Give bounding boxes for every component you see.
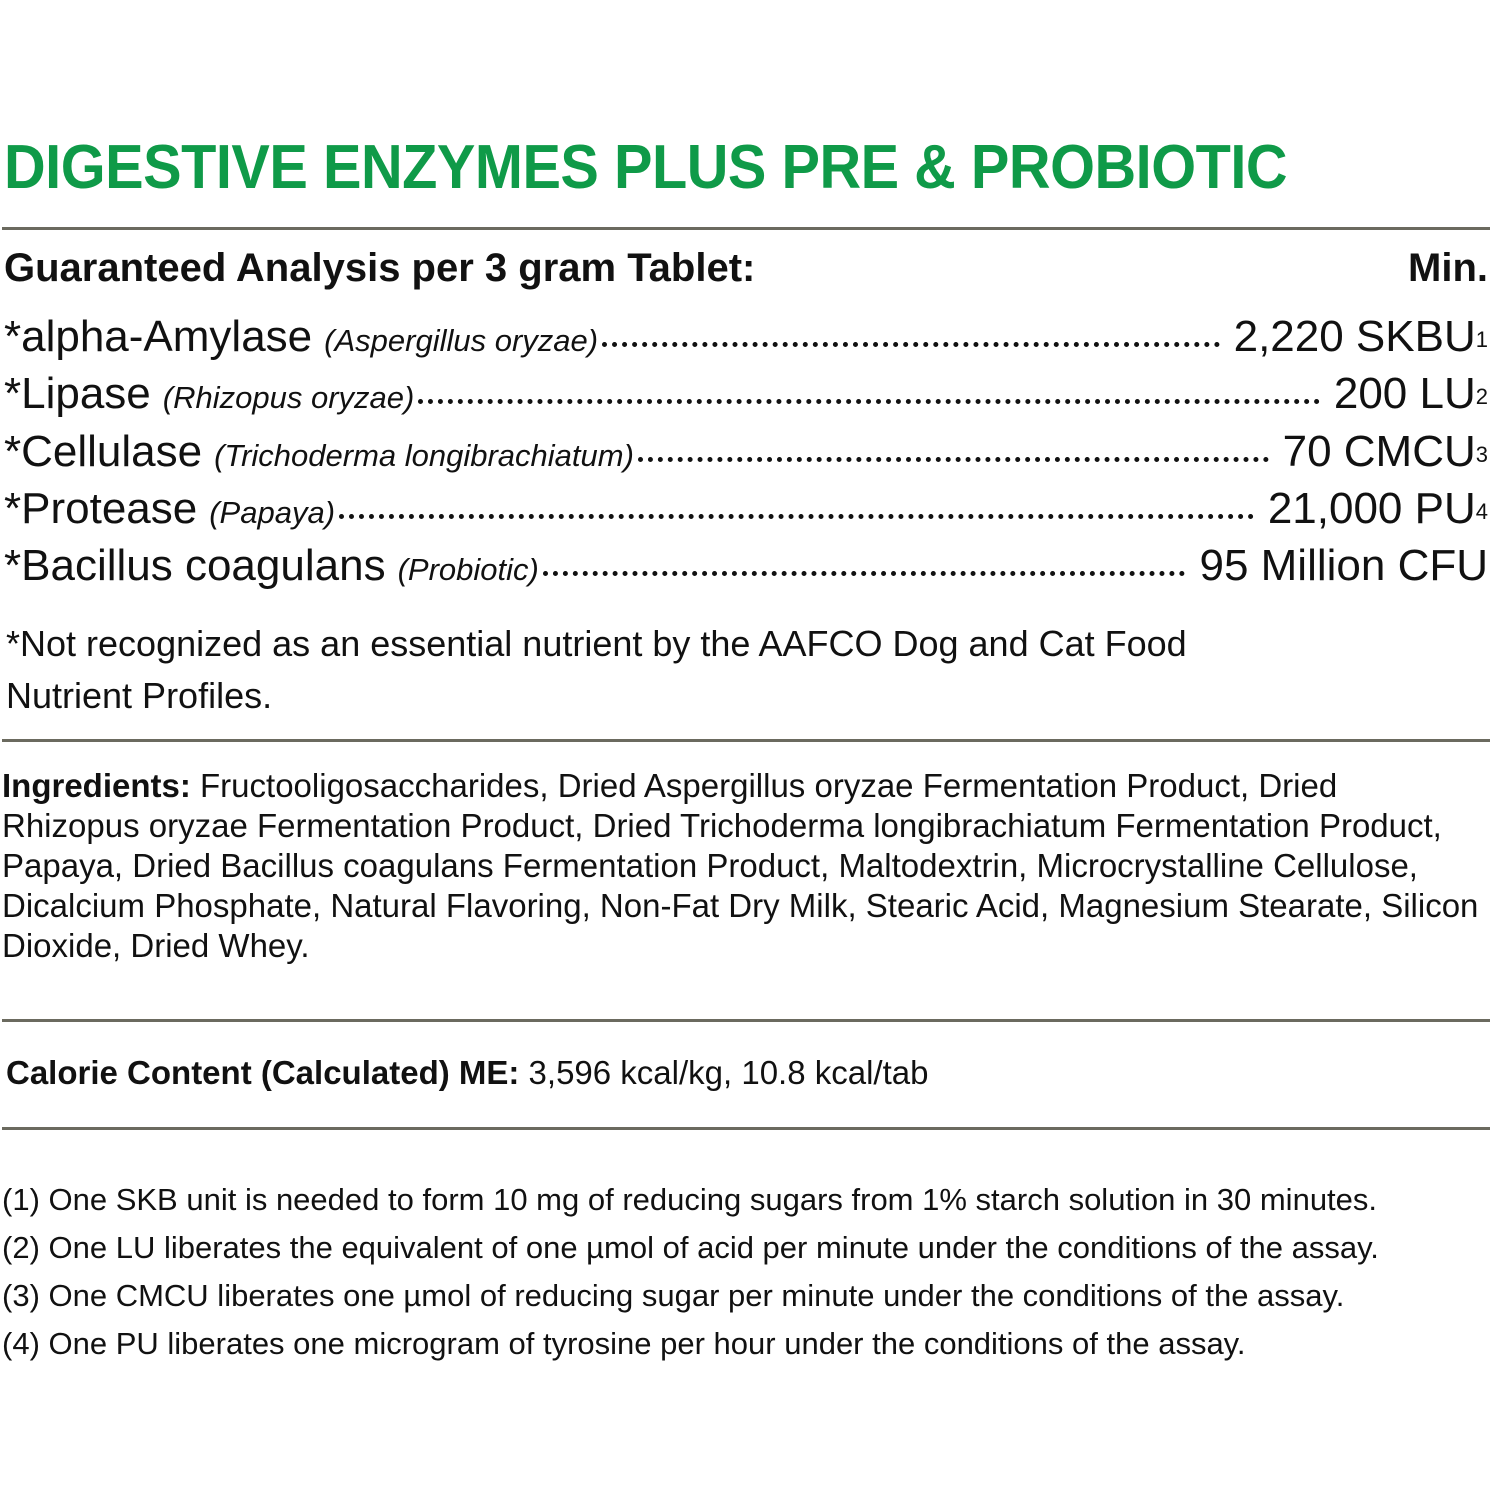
analysis-row [4,484,1488,534]
divider [2,739,1490,742]
divider [2,227,1490,230]
dot-leader [339,514,1254,519]
nutrient-name: *Bacillus coagulans [4,541,386,590]
nutrient-value: 200 LU [1333,369,1476,418]
dot-leader [602,342,1220,347]
analysis-row [4,427,1488,477]
footnote: (1) One SKB unit is needed to form 10 mg of reducing sugars from 1% starch solution in 30 minutes. [2,1182,1378,1217]
footnote: (2) One LU liberates the equivalent of one µmol of acid per minute under the conditions of the assay. [2,1230,1379,1265]
calorie-value: 3,596 kcal/kg, 10.8 kcal/tab [519,1054,929,1091]
ingredients-label: Ingredients: [2,767,191,804]
nutrient-name: *Lipase [4,369,151,418]
ingredients-text: Fructooligosaccharides, Dried Aspergillus oryzae Fermentation Product, Dried Rhizopus oryzae Fermentation Product, Dried Trichoderma longibrachiatum Fermentation Product, Papaya, Dried Bacillus coagulans Fermentation Product, Maltodextrin, Microcrystalline Cellulose, Dicalcium Phosphate, Natural Flavoring, Non-Fat Dry Milk, Stearic Acid, Magnesium Stearate, Silicon Dioxide, Dried Whey. [2,767,1479,964]
nutrient-source: (Rhizopus oryzae) [162,380,415,415]
calorie-content [6,1054,928,1092]
divider [2,1127,1490,1130]
nutrient-name: *Protease [4,484,198,533]
nutrient-value: 2,220 SKBU [1233,312,1476,361]
product-title: DIGESTIVE ENZYMES PLUS PRE & PROBIOTIC [4,133,1288,202]
footnote-ref: 4 [1475,499,1488,524]
min-label: Min. [1408,246,1488,290]
footnote-ref: 1 [1475,327,1488,352]
divider [2,1019,1490,1022]
dot-leader [543,571,1186,576]
calorie-label: Calorie Content (Calculated) ME: [6,1054,520,1091]
dot-leader [418,399,1320,404]
nutrient-value: 70 CMCU [1282,427,1476,476]
analysis-heading: Guaranteed Analysis per 3 gram Tablet: [4,246,756,290]
nutrient-name: *alpha-Amylase [4,312,313,361]
aafco-note: *Not recognized as an essential nutrient by the AAFCO Dog and Cat Food Nutrient Profiles. [6,623,1187,716]
ingredients-block [2,766,1482,966]
analysis-row [4,369,1488,419]
dot-leader [638,457,1269,462]
nutrient-source: (Papaya) [209,495,336,530]
footnote: (3) One CMCU liberates one µmol of reducing sugar per minute under the conditions of the assay. [2,1278,1345,1313]
nutrient-source: (Trichoderma longibrachiatum) [214,438,634,473]
nutrient-source: (Probiotic) [397,552,539,587]
analysis-row [4,541,1488,591]
analysis-row [4,312,1488,362]
footnote: (4) One PU liberates one microgram of tyrosine per hour under the conditions of the assay. [2,1326,1246,1361]
nutrient-name: *Cellulase [4,427,203,476]
footnote-ref: 2 [1475,384,1488,409]
nutrient-value: 21,000 PU [1267,484,1476,533]
nutrient-source: (Aspergillus oryzae) [324,323,599,358]
nutrient-value: 95 Million CFU [1199,541,1488,590]
footnote-ref: 3 [1475,442,1488,467]
guaranteed-analysis-header [4,246,1488,291]
